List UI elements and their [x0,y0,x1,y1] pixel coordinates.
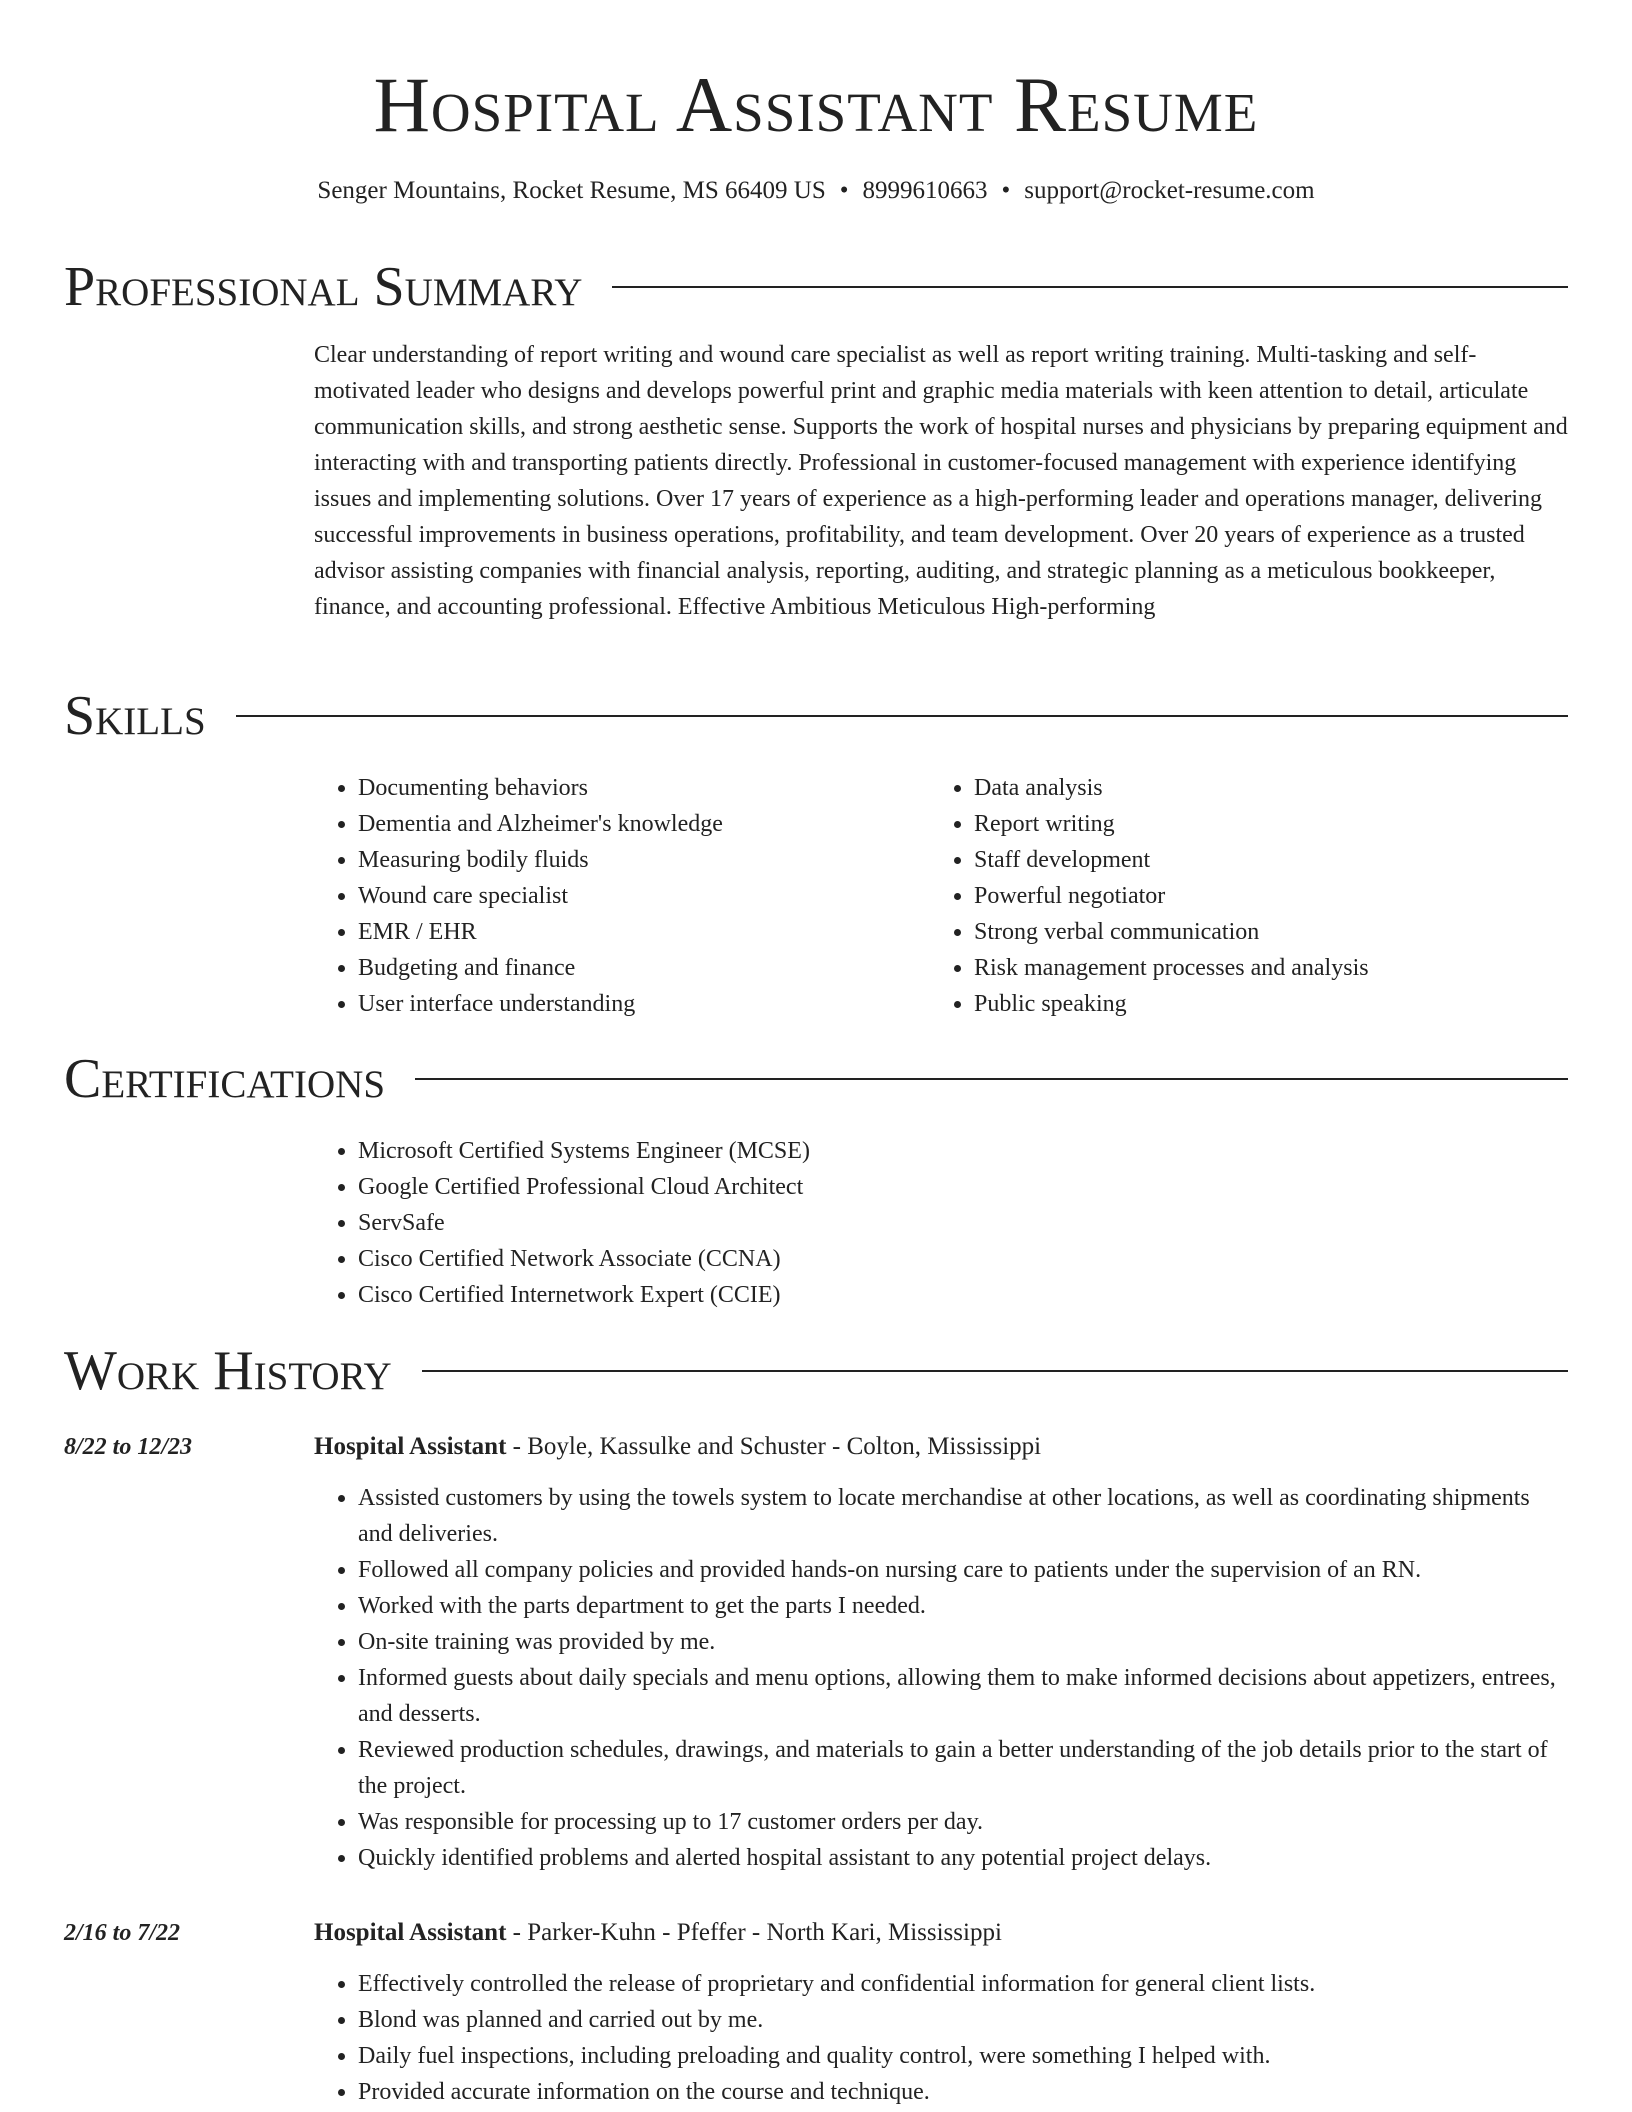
job-bullet: • Reviewed production schedules, drawings, and materials to gain a better understanding of the job details prior to the start of the project. [358,1732,1570,1804]
skill-item: • User interface understanding [358,986,914,1022]
skill-item: • EMR / EHR [358,914,914,950]
job-dates: 8/22 to 12/23 [64,1434,193,1460]
skill-item: • Wound care specialist [358,878,914,914]
contact-separator: • [839,177,849,204]
certification-item: • Cisco Certified Internetwork Expert (CCIE) [358,1277,1570,1313]
job-bullet: • On-site training was provided by me. [358,1624,1570,1660]
certifications-section-header [64,1047,1568,1111]
certifications-list [314,1133,1570,1313]
job-bullet: • Provided accurate information on the course and technique. [358,2074,1570,2110]
skill-item: • Dementia and Alzheimer's knowledge [358,806,914,842]
section-heading-work-history: Work History [64,1340,392,1402]
job-bullet: • Effectively controlled the release of proprietary and confidential information for general client lists. [358,1966,1570,2002]
skill-item: • Documenting behaviors [358,770,914,806]
resume-title: Hospital Assistant Resume [373,61,1259,148]
certification-item: • Google Certified Professional Cloud Architect [358,1169,1570,1205]
skill-item: • Risk management processes and analysis [974,950,1570,986]
skills-column-right [930,770,1570,1022]
section-heading-summary: Professional Summary [64,256,583,318]
job-title: Hospital Assistant [314,1433,507,1460]
skill-item: • Budgeting and finance [358,950,914,986]
job-bullets [314,1480,1570,1876]
contact-email: support@rocket-resume.com [1024,177,1315,204]
certification-item: • ServSafe [358,1205,1570,1241]
job-bullet: • Blond was planned and carried out by me. [358,2002,1570,2038]
skill-item: • Powerful negotiator [974,878,1570,914]
job-bullet: • Daily fuel inspections, including preloading and quality control, were something I helped with. [358,2038,1570,2074]
section-divider [612,286,1568,288]
job-bullet: • Was responsible for processing up to 17 customer orders per day. [358,1804,1570,1840]
skill-item: • Staff development [974,842,1570,878]
work-section-header [64,1339,1568,1403]
certification-item: • Cisco Certified Network Associate (CCNA) [358,1241,1570,1277]
job-bullet: • Followed all company policies and provided hands-on nursing care to patients under the supervision of an RN. [358,1552,1570,1588]
section-divider [422,1370,1568,1372]
section-heading-certifications: Certifications [64,1048,386,1110]
skill-item: • Public speaking [974,986,1570,1022]
contact-address: Senger Mountains, Rocket Resume, MS 66409 US [317,177,826,204]
certification-item: • Microsoft Certified Systems Engineer (MCSE) [358,1133,1570,1169]
job-bullet: • Informed guests about daily specials and menu options, allowing them to make informed decisions about appetizers, entrees, and desserts. [358,1660,1570,1732]
skill-item: • Report writing [974,806,1570,842]
skills-column-left [314,770,914,1022]
skill-item: • Data analysis [974,770,1570,806]
skill-item: • Measuring bodily fluids [358,842,914,878]
job-header [314,1915,1570,1951]
job-details: - Parker-Kuhn - Pfeffer - North Kari, Mississippi [506,1919,1002,1946]
skills-section-header [64,684,1568,748]
summary-text: Clear understanding of report writing and wound care specialist as well as report writing training. Multi-tasking and self-motivated leader who designs and develops powerful print and graphic media materials with keen attention to detail, articulate communication skills, and strong aesthetic sense. Supports the work of hospital nurses and physicians by preparing equipment and interacting with and transporting patients directly. Professional in customer-focused management with experience identifying issues and implementing solutions. Over 17 years of experience as a high-performing leader and operations manager, delivering successful improvements in business operations, profitability, and team development. Over 20 years of experience as a trusted advisor assisting companies with financial analysis, reporting, auditing, and strategic planning as a meticulous bookkeeper, finance, and accounting professional. Effective Ambitious Meticulous High-performing [314,342,1568,620]
job-bullet: • Worked with the parts department to get the parts I needed. [358,1588,1570,1624]
job-details: - Boyle, Kassulke and Schuster - Colton, Mississippi [506,1433,1042,1460]
job-header [314,1429,1570,1465]
section-heading-skills: Skills [64,685,206,747]
contact-separator: • [1001,177,1011,204]
contact-line [0,174,1632,208]
job-title: Hospital Assistant [314,1919,507,1946]
job-bullets [314,1966,1570,2110]
summary-section-header [64,255,1568,319]
section-divider [415,1078,1568,1080]
job-bullet: • Assisted customers by using the towels system to locate merchandise at other locations, as well as coordinating shipments and deliveries. [358,1480,1570,1552]
section-divider [236,715,1568,717]
skill-item: • Strong verbal communication [974,914,1570,950]
job-bullet: • Quickly identified problems and alerted hospital assistant to any potential project delays. [358,1840,1570,1876]
job-dates: 2/16 to 7/22 [64,1920,181,1946]
contact-phone: 8999610663 [862,177,988,204]
